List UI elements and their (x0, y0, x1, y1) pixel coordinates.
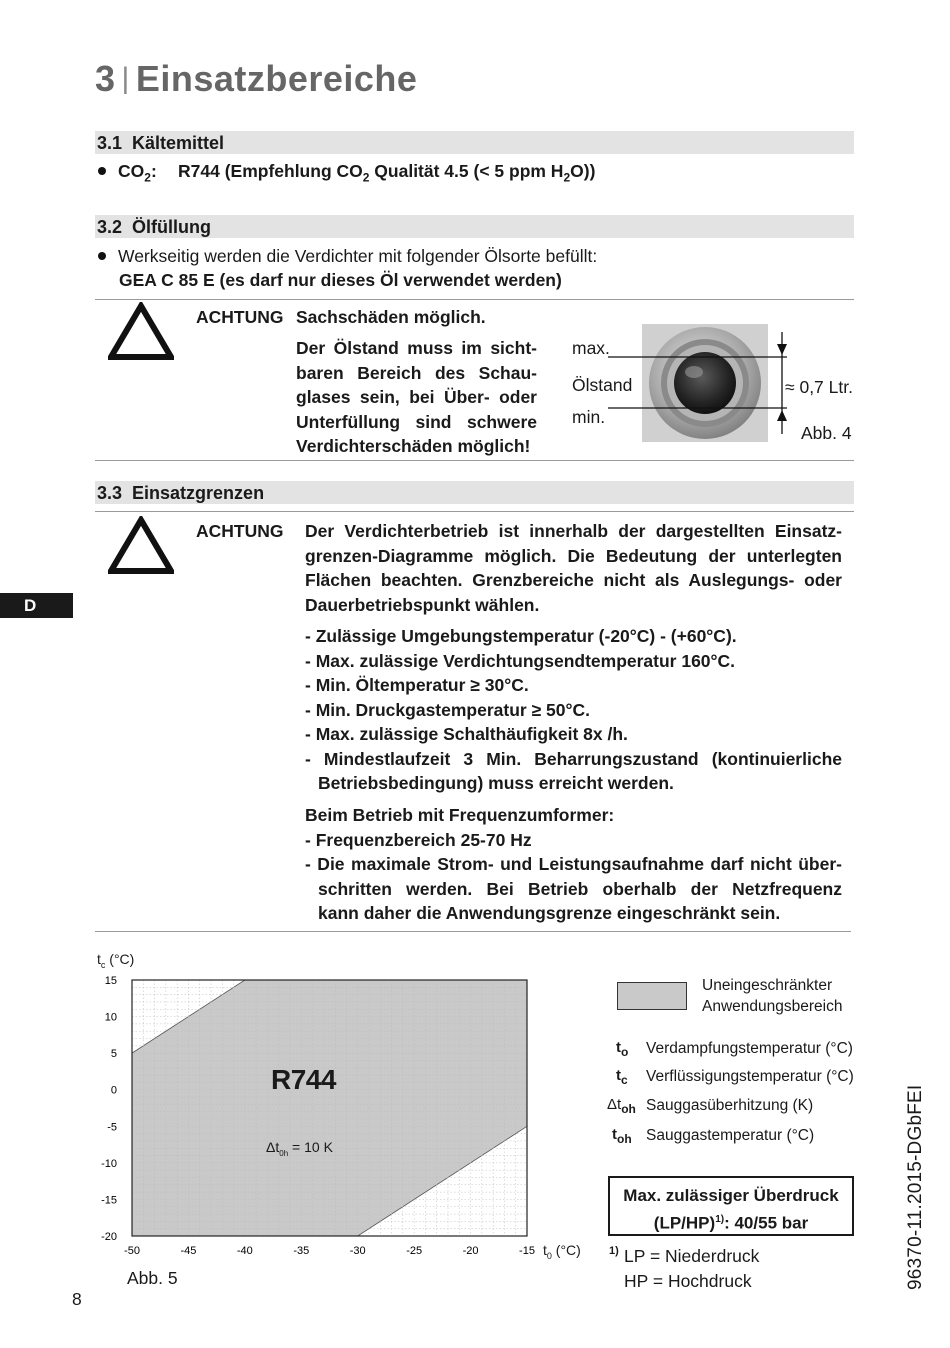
footnote (624, 1244, 759, 1294)
limit-item: - Zulässige Umgebungstemperatur (-20°C) - (+60°C). (305, 626, 737, 646)
max-pressure-box (608, 1176, 854, 1236)
warning-triangle-icon (108, 516, 174, 574)
fu-item: - Die maximale Strom- und Leistungsaufnahme darf nicht über- (305, 854, 842, 874)
y-label-unit: (°C) (109, 951, 135, 967)
y-tick-label: -20 (101, 1231, 117, 1243)
pressure-line-1: Max. zulässiger Überdruck (623, 1186, 839, 1205)
limit-item: - Max. zulässige Verdichtungsendtemperatur 160°C. (305, 650, 736, 671)
y-label-symbol: t (97, 951, 101, 967)
oil-type: GEA C 85 E (es darf nur dieses Öl verwendet werden) (119, 270, 562, 290)
divider (95, 299, 854, 300)
oil-bullet (98, 246, 597, 267)
operating-limits-chart (95, 970, 535, 1265)
legend-area-label (702, 975, 842, 1017)
fu-item-cont: schritten werden. Bei Betrieb oberhalb der Netzfrequenz (318, 878, 842, 899)
legend-sub: c (621, 1073, 628, 1087)
gauge-level-label: Ölstand (572, 375, 633, 395)
warning-text (296, 336, 537, 459)
legend-sym: t (612, 1126, 617, 1143)
frequency-inverter-block (305, 803, 842, 926)
bullet-dot (98, 167, 106, 175)
x-tick-label: -20 (462, 1245, 479, 1257)
y-tick-label: 10 (104, 1011, 117, 1024)
divider (95, 511, 854, 512)
co2-subscript: 2 (144, 170, 151, 185)
intro-line: Flächen beachten. Grenzbereiche nicht als Auslegungs- oder (305, 570, 842, 590)
operating-area (132, 980, 527, 1236)
x-axis-label (543, 1242, 581, 1261)
chart-title: R744 (271, 1064, 336, 1095)
legend-symbol (612, 1126, 632, 1146)
warning-line: glases sein, bei Über- oder (296, 387, 537, 407)
oil-bullet-text: Werkseitig werden die Verdichter mit folgender Ölsorte befüllt: (118, 246, 598, 266)
pressure-line-2 (610, 1208, 852, 1236)
legend-symbol (616, 1039, 628, 1059)
legend-sym: Δt (607, 1096, 622, 1113)
warning-label: ACHTUNG (196, 307, 284, 327)
co2-label: CO (118, 161, 145, 181)
chapter-name: Einsatzbereiche (135, 58, 418, 99)
section-number: 3.2 (97, 217, 123, 237)
x-label-sub: 0 (546, 1250, 552, 1261)
language-tab: D (0, 593, 73, 618)
divider (95, 931, 851, 932)
section-title: Ölfüllung (132, 217, 212, 237)
x-tick-label: -25 (406, 1245, 423, 1257)
subtitle-sub: 0h (279, 1148, 289, 1158)
section-3-1-header (95, 131, 854, 154)
x-tick-label: -15 (519, 1245, 535, 1257)
limit-item: - Min. Druckgastemperatur ≥ 50°C. (305, 699, 591, 720)
refrigerant-pre: R744 (Empfehlung CO (178, 161, 363, 181)
intro-line: Der Verdichterbetrieb ist innerhalb der dargestellten Einsatz- (305, 521, 842, 541)
warning-line: Unterfüllung sind schwere (296, 411, 537, 432)
y-tick-label: -15 (101, 1194, 117, 1207)
fu-title: Beim Betrieb mit Frequenzumformer: (305, 805, 615, 825)
limits-intro (305, 519, 842, 617)
x-label-symbol: t (543, 1242, 547, 1258)
limit-item-cont: Betriebsbedingung) muss erreicht werden. (318, 773, 674, 793)
legend-sub: o (621, 1045, 629, 1059)
legend-symbol (616, 1067, 628, 1087)
legend-sym: t (616, 1039, 621, 1056)
chapter-title (95, 58, 417, 100)
section-title: Kältemittel (132, 133, 225, 153)
section-number: 3.3 (97, 483, 123, 503)
y-tick-label: 5 (110, 1048, 117, 1061)
document-code: 96370-11.2015-DGbFEI (905, 1084, 926, 1290)
refrigerant-bullet (98, 161, 157, 185)
pressure-pre: (LP/HP) (653, 1213, 716, 1233)
subtitle-symbol: Δt (266, 1139, 280, 1155)
chart-subtitle (266, 1139, 333, 1158)
chapter-separator: | (121, 62, 130, 95)
section-3-2-header (95, 215, 854, 238)
y-axis-label (97, 951, 134, 970)
footnote-hp: HP = Hochdruck (624, 1271, 752, 1291)
fu-item-cont: kann daher die Anwendungsgrenze eingeschränkt sein. (318, 903, 781, 923)
x-tick-label: -30 (349, 1245, 366, 1257)
section-3-3-header (95, 481, 854, 504)
warning-line: Verdichterschäden möglich! (296, 436, 531, 456)
y-tick-label: 15 (104, 975, 117, 987)
limits-list (305, 624, 842, 796)
limit-item: - Mindestlaufzeit 3 Min. Beharrungszustand (kontinuierliche (305, 748, 842, 769)
gauge-max-label: max. (572, 338, 610, 358)
refrigerant-sub2: 2 (563, 170, 571, 185)
chapter-number: 3 (95, 58, 116, 99)
y-tick-label: -5 (107, 1121, 117, 1134)
refrigerant-sub1: 2 (362, 170, 370, 185)
refrigerant-text (178, 161, 595, 185)
x-tick-label: -50 (124, 1245, 140, 1257)
refrigerant-mid: Qualität 4.5 (< 5 ppm H (369, 161, 564, 181)
warning-line: Der Ölstand muss im sicht- (296, 338, 537, 358)
pressure-sup: 1) (715, 1214, 725, 1225)
section-title: Einsatzgrenzen (132, 483, 265, 503)
y-tick-label: -10 (101, 1157, 117, 1170)
page-number: 8 (72, 1289, 82, 1309)
pressure-value: : 40/55 bar (724, 1213, 809, 1233)
oil-volume: ≈ 0,7 Ltr. (785, 377, 853, 397)
warning-line: baren Bereich des Schau- (296, 362, 537, 383)
footnote-mark: 1) (609, 1245, 619, 1257)
figure-4-caption: Abb. 4 (801, 423, 852, 443)
footnote-lp: LP = Niederdruck (624, 1246, 760, 1266)
co2-colon: : (150, 161, 157, 181)
legend-sub: oh (617, 1132, 632, 1146)
x-tick-label: -45 (180, 1245, 197, 1257)
limit-item: - Min. Öltemperatur ≥ 30°C. (305, 675, 529, 695)
sight-glass-photo (572, 322, 798, 444)
divider (95, 460, 854, 461)
legend-text: Verflüssigungstemperatur (°C) (646, 1068, 854, 1085)
x-tick-label: -40 (236, 1245, 253, 1257)
legend-sub: oh (621, 1102, 636, 1116)
legend-text: Sauggastemperatur (°C) (646, 1127, 815, 1144)
warning-label: ACHTUNG (196, 521, 284, 541)
subtitle-value: = 10 K (292, 1139, 333, 1155)
intro-line: Dauerbetriebspunkt wählen. (305, 594, 540, 615)
y-tick-label: 0 (110, 1084, 117, 1097)
intro-line: grenzen-Diagramme möglich. Die Bedeutung der unterlegten (305, 545, 842, 566)
legend-sym: t (616, 1067, 621, 1084)
legend-area-line: Anwendungsbereich (702, 998, 843, 1015)
fu-item: - Frequenzbereich 25-70 Hz (305, 829, 532, 850)
legend-area-swatch (617, 982, 687, 1010)
section-number: 3.1 (97, 133, 123, 153)
legend-text: Verdampfungstemperatur (°C) (646, 1040, 853, 1057)
gauge-min-label: min. (572, 407, 606, 427)
x-label-unit: (°C) (555, 1242, 581, 1258)
bullet-dot (98, 252, 106, 260)
legend-text: Sauggasüberhitzung (K) (646, 1097, 814, 1114)
y-label-sub: c (100, 959, 106, 970)
limit-item: - Max. zulässige Schalthäufigkeit 8x /h. (305, 724, 628, 744)
refrigerant-post: O)) (570, 161, 596, 181)
legend-symbol (607, 1096, 636, 1116)
warning-title: Sachschäden möglich. (296, 307, 486, 327)
x-tick-label: -35 (293, 1245, 310, 1257)
figure-5-caption: Abb. 5 (127, 1268, 178, 1288)
legend-area-line: Uneingeschränkter (702, 977, 833, 994)
warning-triangle-icon (108, 302, 174, 360)
